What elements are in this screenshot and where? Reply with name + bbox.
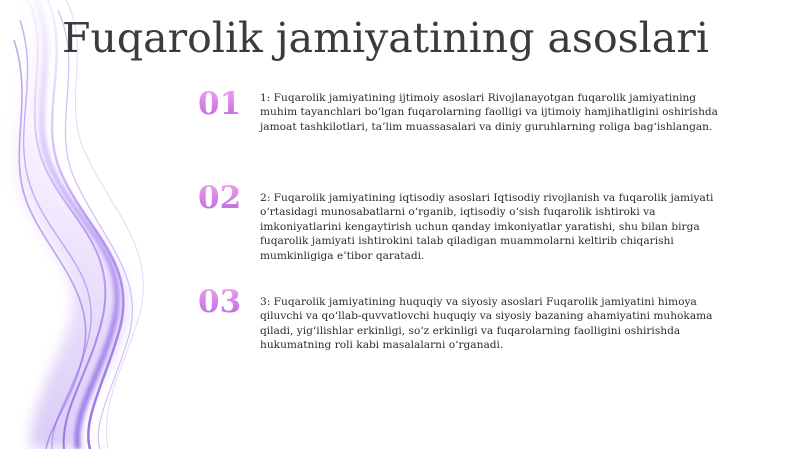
item-text-02: 2: Fuqarolik jamiyatining iqtisodiy asoslari Iqtisodiy rivojlanish va fuqarolik jamiyati o‘rtasidagi munosabatlarni o‘rganib, iqtisodiy o‘sish fuqarolik ishtiroki va imkoniyatlarini kengaytirish uchun qanday imkoniyatlar yaratishi, shu bilan birga fuqarolik jamiyati ishtirokini talab qiladigan muammolarni keltirib chiqarishi mumkinligiga e’tibor qaratadi. <box>260 192 714 262</box>
item-text-01: 1: Fuqarolik jamiyatining ijtimoiy asoslari Rivojlanayotgan fuqarolik jamiyatining muhim tayanchlari bo‘lgan fuqarolarning faolligi va ijtimoiy hamjihatligini oshirishda jamoat tashkilotlari, ta’lim muassasalari va diniy guruhlarning roliga bag‘ishlangan. <box>260 92 718 133</box>
item-number-03: 03 <box>198 284 258 320</box>
item-text-03: 3: Fuqarolik jamiyatining huquqiy va siyosiy asoslari Fuqarolik jamiyatini himoya qiluvchi va qo‘llab-quvvatlovchi huquqiy va siyosiy bazaning ahamiyatini muhokama qiladi, yig‘ilishlar erkinligi, so‘z erkinligi va fuqarolarning faolligini oshirishda hukumatning roli kabi masalalarni o‘rganadi. <box>260 296 713 352</box>
item-number-01: 01 <box>198 86 258 122</box>
purple-smoke-ribbon-decoration <box>0 0 200 449</box>
slide-title: Fuqarolik jamiyatining asoslari <box>62 14 709 62</box>
item-number-02: 02 <box>198 180 258 216</box>
